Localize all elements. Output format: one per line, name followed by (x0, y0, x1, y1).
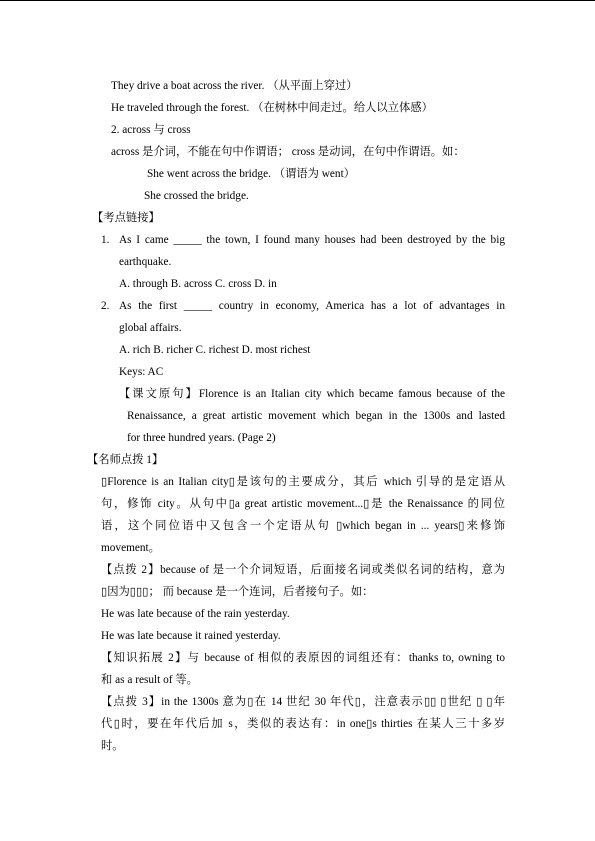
question-1-options: A. through B. across C. cross D. in (119, 278, 277, 290)
example-crossed: She crossed the bridge. (144, 190, 249, 202)
tip-1-heading: 【名师点拨 1】 (87, 454, 164, 466)
tip-2-line-2: ▯因为▯▯▯； 而 because 是一个连词，后者接句子。如： (101, 586, 374, 598)
source-sentence-line-1: 【课文原句】Florence is an Italian city which became famous because of the (119, 388, 505, 400)
tip-3-line-2: 代▯时，要在年代后加 s，类似的表达有：in one▯s thirties 在某人三十多岁 (101, 718, 505, 730)
example-because: He was late because it rained yesterday. (101, 630, 281, 642)
tip-1-line-2: 句，修饰 city。从句中▯a great artistic movement...▯是 the Renaissance 的同位 (101, 498, 505, 510)
source-sentence-line-3: for three hundred years. (Page 2) (127, 432, 276, 444)
question-1-text: As I came _____ the town, I found many houses had been destroyed by the big (119, 234, 505, 246)
question-2-text: As the first _____ country in economy, America has a lot of advantages in (119, 300, 505, 312)
tip-3-line-3: 时。 (101, 740, 124, 752)
example-sentence-through: He traveled through the forest. （在树林中间走过。给人以立体感） (111, 102, 433, 114)
question-2-options: A. rich B. richer C. richest D. most richest (119, 344, 311, 356)
example-went-across: She went across the bridge. （谓语为 went） (147, 168, 356, 180)
question-2-text-cont: global affairs. (119, 322, 182, 334)
question-1-text-cont: earthquake. (119, 256, 172, 268)
tip-1-line-4: movement。 (101, 542, 160, 554)
extension-2-line-2: 和 as a result of 等。 (101, 674, 198, 686)
source-sentence-line-2: Renaissance, a great artistic movement which began in the 1300s and lasted (127, 410, 505, 422)
tip-1-line-3: 语，这个同位语中又包含一个定语从句 ▯which began in ... years▯来修饰 (101, 520, 505, 532)
question-1-number: 1. (101, 234, 110, 246)
example-sentence-across: They drive a boat across the river. （从平面上穿过） (111, 80, 358, 92)
tip-3-line-1: 【点拨 3】in the 1300s 意为▯在 14 世纪 30 年代▯，注意表示▯▯ ▯世纪 ▯ ▯年 (101, 696, 505, 708)
extension-2-line-1: 【知识拓展 2】与 because of 相似的表原因的词组还有：thanks to, owning to (101, 652, 505, 664)
section-heading-exam-links: 【考点链接】 (92, 212, 160, 224)
example-because-of: He was late because of the rain yesterday. (101, 608, 290, 620)
subheading-across-cross: 2. across 与 cross (111, 124, 191, 136)
question-2-number: 2. (101, 300, 110, 312)
tip-2-line-1: 【点拨 2】because of 是一个介词短语，后面接名词或类似名词的结构，意为 (101, 564, 505, 576)
explanation-across-cross: across 是介词，不能在句中作谓语； cross 是动词，在句中作谓语。如： (111, 146, 465, 158)
tip-1-line-1: ▯Florence is an Italian city▯是该句的主要成分，其后 which 引导的是定语从 (101, 476, 505, 488)
answer-keys: Keys: AC (119, 366, 164, 378)
